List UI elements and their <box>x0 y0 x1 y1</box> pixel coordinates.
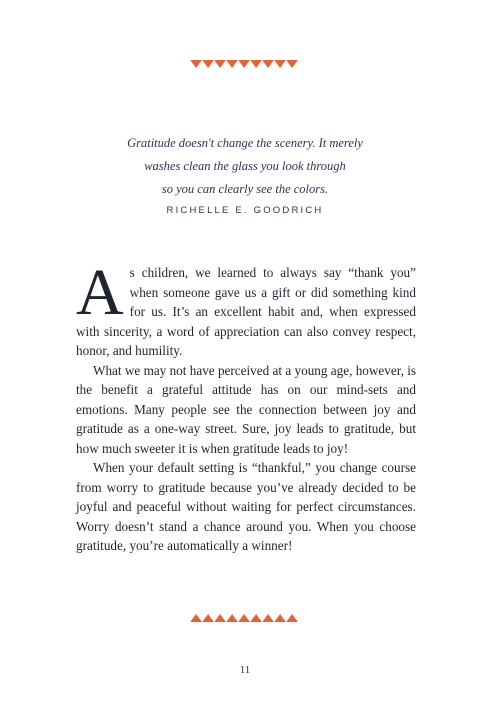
epigraph <box>60 132 430 216</box>
ornament-triangle <box>238 614 250 622</box>
ornament-triangle <box>274 614 286 622</box>
bottom-ornament <box>0 614 490 624</box>
ornament-triangle <box>214 60 226 68</box>
top-ornament <box>0 60 490 70</box>
ornament-triangle <box>262 614 274 622</box>
quote-line-1: Gratitude doesn't change the scenery. It merely <box>127 136 363 150</box>
quote-attribution: RICHELLE E. GOODRICH <box>166 205 324 216</box>
drop-cap: A <box>76 256 124 329</box>
paragraph-2: What we may not have perceived at a young age, however, is the benefit a grateful attitude has on our mind-sets and emotions. Many people see the connection between joy and gratitude as a one-way street. Sure, joy leads to gratitude, but how much sweeter it is when gratitude leads to joy! <box>76 362 416 456</box>
ornament-triangle <box>190 60 202 68</box>
ornament-triangle <box>190 614 202 622</box>
ornament-triangle <box>262 60 274 68</box>
ornament-triangle <box>202 614 214 622</box>
paragraph-1-text: s children, we learned to always say “thank you” when someone gave us a gift or did something kind for us. It’s an excellent habit and, when expressed with sincerity, a word of appreciation can also convey respect, honor, and humility. <box>76 265 416 358</box>
body-text <box>76 256 416 556</box>
ornament-triangle <box>226 614 238 622</box>
quote-line-3: so you can clearly see the colors. <box>161 182 329 196</box>
ornament-triangle <box>286 614 298 622</box>
ornament-triangle <box>250 60 262 68</box>
ornament-triangle <box>238 60 250 68</box>
ornament-triangle <box>250 614 262 622</box>
paragraph-3: When your default setting is “thankful,” you change course from worry to gratitude because you’ve already decided to be joyful and peaceful without waiting for perfect circumstances. Worry doesn’t stand a chance around you. When you choose gratitude, you’re automatically a winner! <box>76 460 416 553</box>
triangle-border-top-icon <box>190 60 300 69</box>
ornament-triangle <box>274 60 286 68</box>
ornament-triangle <box>226 60 238 68</box>
ornament-triangle <box>214 614 226 622</box>
triangle-border-bottom-icon <box>190 614 300 623</box>
ornament-triangle <box>202 60 214 68</box>
quote-line-2: washes clean the glass you look through <box>144 159 346 173</box>
page-number: 11 <box>239 664 251 676</box>
paragraph-1 <box>76 256 416 361</box>
ornament-triangle <box>286 60 298 68</box>
